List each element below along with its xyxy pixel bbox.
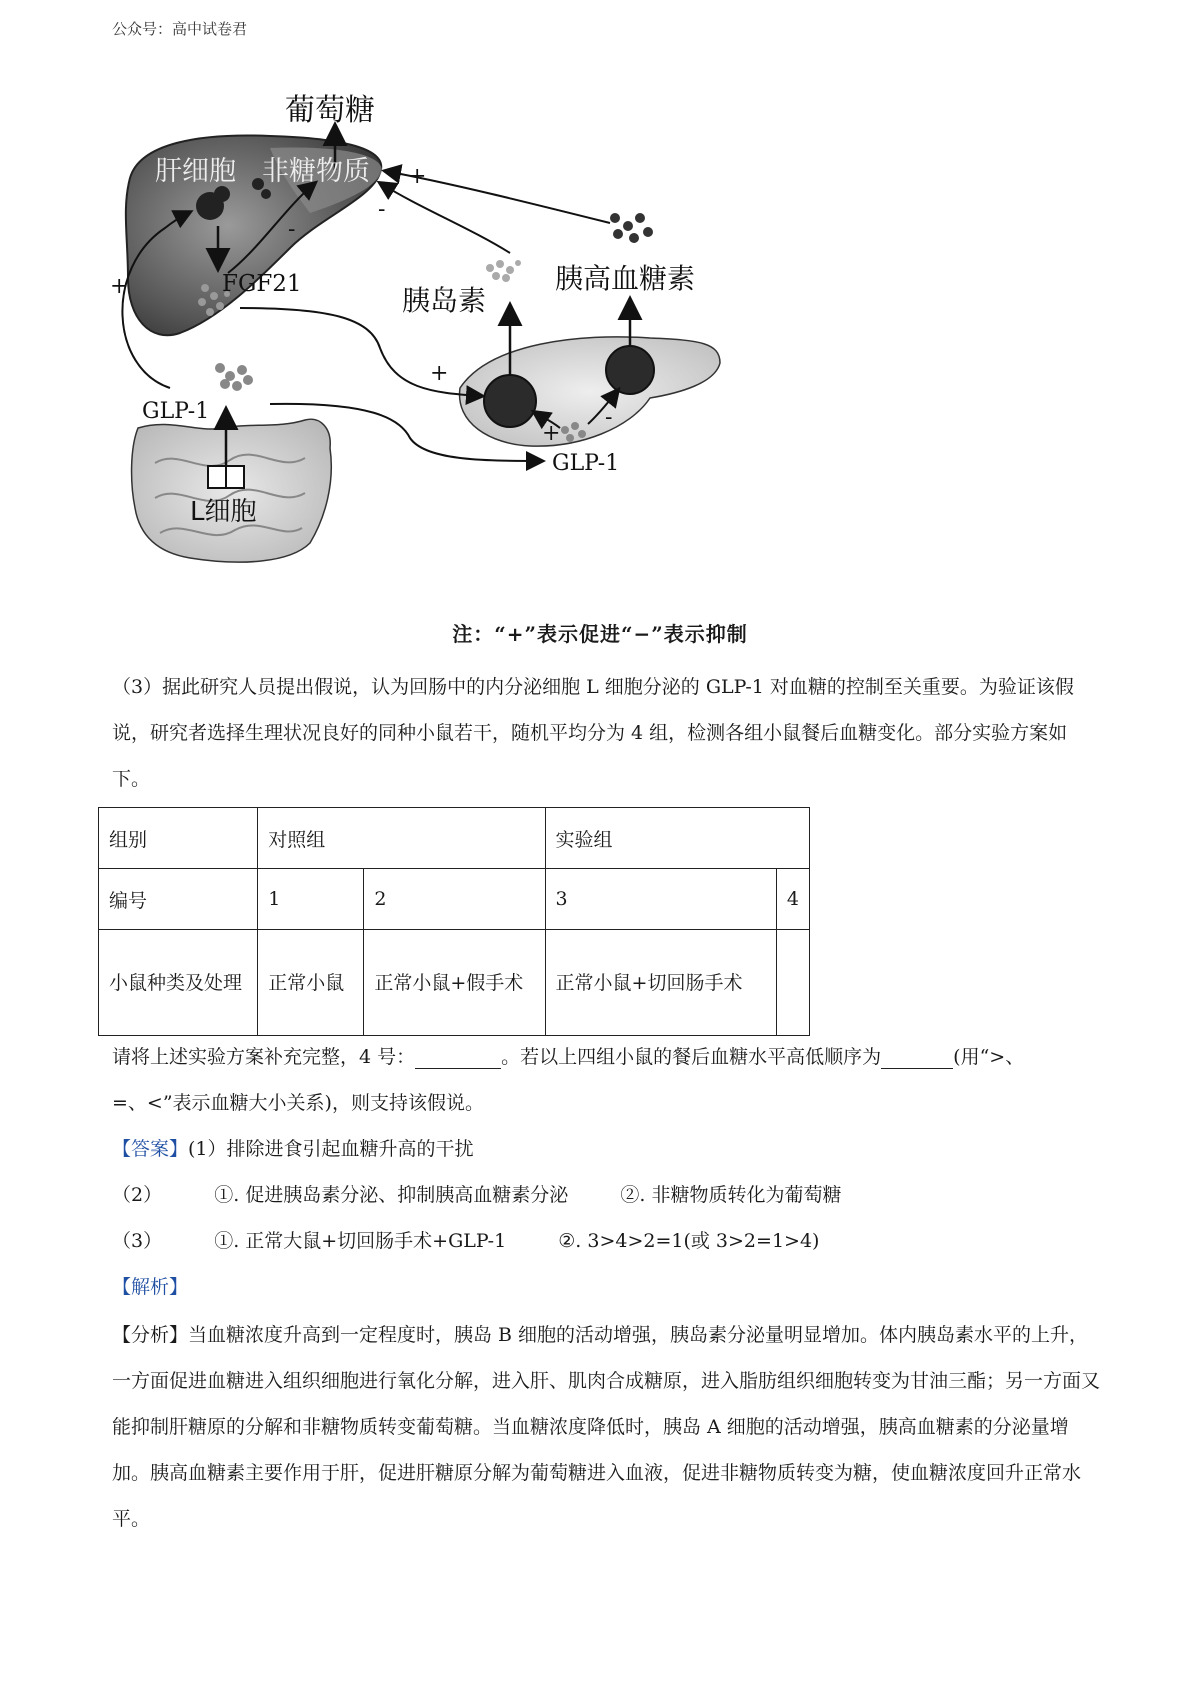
figure-note: 注：“+”表示促进“−”表示抑制 [452, 622, 748, 646]
sign-minus-glp1-glucagon: - [605, 405, 613, 430]
fill-blank-line-1 [112, 1042, 1024, 1069]
sign-plus-glp1-insulin: + [542, 421, 561, 446]
table-cell: 正常小鼠+切回肠手术 [545, 930, 776, 1036]
answer-2-part2: ②. 非糖物质转化为葡萄糖 [620, 1184, 842, 1206]
question3-paragraph: （3）据此研究人员提出假说，认为回肠中的内分泌细胞 L 细胞分泌的 GLP-1 对血糖的控制至关重要。为验证该假说，研究者选择生理状况良好的同种小鼠若干，随机平均分为 4 组，检测各组小鼠餐后血糖变化。部分实验方案如下。 [112, 676, 1074, 790]
regulation-diagram [110, 88, 830, 648]
table-cell [776, 930, 809, 1036]
label-glp1-right: GLP-1 [552, 451, 620, 476]
table-cell: 1 [258, 869, 364, 930]
intestine-shape [132, 419, 332, 562]
answer-tag: 【答案】 [112, 1138, 189, 1160]
label-glp1-top: GLP-1 [142, 399, 210, 424]
answer-2-part1: ①. 促进胰岛素分泌、抑制胰高血糖素分泌 [214, 1184, 569, 1206]
glucagon-particles [610, 213, 653, 243]
label-glucose: 葡萄糖 [285, 93, 375, 128]
answer-line-3 [112, 1226, 819, 1253]
answer-1: (1）排除进食引起血糖升高的干扰 [188, 1138, 474, 1160]
analysis-text: 【分析】当血糖浓度升高到一定程度时，胰岛 B 细胞的活动增强，胰岛素分泌量明显增加。体内胰岛素水平的上升，一方面促进血糖进入组织细胞进行氧化分解，进入肝、肌肉合成糖原，进入脂肪组织细胞转变为甘油三酯；另一方面又能抑制肝糖原的分解和非糖物质转变葡萄糖。当血糖浓度降低时，胰岛 A 细胞的活动增强，胰高血糖素的分泌量增加。胰高血糖素主要作用于肝，促进肝糖原分解为葡萄糖进入血液，促进非糖物质转变为糖，使血糖浓度回升正常水平。 [112, 1324, 1101, 1530]
answer-line-1 [112, 1134, 474, 1161]
fill-text-b: 。若以上四组小鼠的餐后血糖水平高低顺序为 [501, 1046, 882, 1068]
answer-3-num: （3） [112, 1230, 163, 1252]
table-cell: 对照组 [258, 808, 545, 869]
sign-plus-glp1-liver: + [110, 274, 129, 299]
islet-insulin [484, 375, 536, 427]
sign-plus-glucagon-nonsugar: + [408, 164, 427, 189]
table-cell: 小鼠种类及处理 [99, 930, 258, 1036]
table-row [99, 869, 810, 930]
sign-minus-insulin-nonsugar: - [378, 197, 386, 222]
fill-text-a: 请将上述实验方案补充完整，4 号： [112, 1046, 416, 1068]
analysis-tag: 【解析】 [112, 1276, 189, 1298]
islet-glucagon [606, 346, 654, 394]
insulin-particles [486, 260, 521, 282]
experiment-table [98, 807, 810, 1036]
fill-blank-line-2: =、<”表示血糖大小关系)，则支持该假说。 [112, 1092, 484, 1114]
fill-text-c: (用“>、 [953, 1046, 1025, 1068]
blank-field-4[interactable] [415, 1046, 501, 1069]
table-cell: 正常小鼠+假手术 [364, 930, 545, 1036]
table-cell: 3 [545, 869, 776, 930]
table-cell: 正常小鼠 [258, 930, 364, 1036]
table-cell: 实验组 [545, 808, 809, 869]
table-row [99, 930, 810, 1036]
table-cell: 4 [776, 869, 809, 930]
label-liver-cell: 肝细胞 [155, 156, 236, 187]
page-header: 公众号：高中试卷君 [112, 20, 248, 38]
table-cell: 组别 [99, 808, 258, 869]
label-fgf21: FGF21 [222, 271, 302, 297]
answer-2-num: （2） [112, 1184, 163, 1206]
diagram-svg [110, 88, 830, 648]
table-cell: 编号 [99, 869, 258, 930]
sign-minus-fgf21-nonsugar: - [288, 217, 296, 242]
label-insulin: 胰岛素 [402, 284, 487, 317]
label-l-cell: L细胞 [190, 497, 257, 527]
label-glucagon: 胰高血糖素 [555, 262, 696, 295]
answer-3-part2: ②. 3>4>2=1(或 3>2=1>4) [558, 1230, 820, 1252]
label-non-sugar: 非糖物质 [262, 156, 370, 187]
blank-field-order[interactable] [881, 1046, 953, 1069]
sign-plus-fgf21-pancreas: + [430, 361, 449, 386]
table-cell: 2 [364, 869, 545, 930]
answer-3-part1: ①. 正常大鼠+切回肠手术+GLP-1 [214, 1230, 507, 1252]
glp1-particles-top [215, 363, 253, 391]
answer-line-2 [112, 1180, 841, 1207]
table-row [99, 808, 810, 869]
